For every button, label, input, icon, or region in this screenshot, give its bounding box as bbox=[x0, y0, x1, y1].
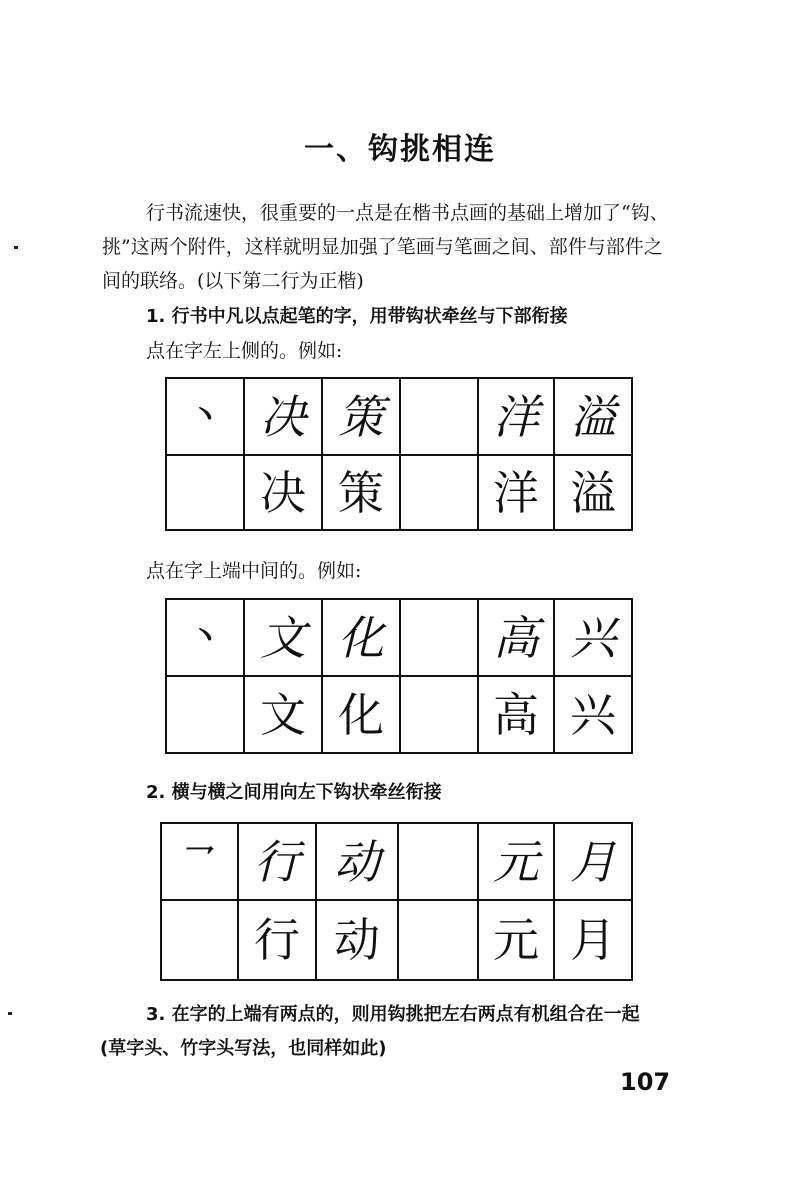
stroke-cell: 丶 bbox=[166, 378, 244, 455]
char-cell: 化 bbox=[322, 599, 400, 676]
char-cell: 高 bbox=[478, 599, 554, 676]
char-cell: 动 bbox=[316, 823, 398, 900]
char-cell: 溢 bbox=[554, 378, 632, 455]
char-cell bbox=[400, 676, 478, 753]
char-cell: 行 bbox=[238, 823, 316, 900]
example-grid-1b bbox=[165, 598, 633, 754]
char-cell: 高 bbox=[478, 676, 554, 753]
page-title: 一、钩挑相连 bbox=[304, 132, 496, 167]
char-cell: 策 bbox=[322, 455, 400, 530]
stroke-cell: 丶 bbox=[166, 599, 244, 676]
char-cell bbox=[400, 599, 478, 676]
example-grid-1a bbox=[165, 377, 633, 531]
section-2-heading: 2. 横与横之间用向左下钩状牵丝衔接 bbox=[146, 782, 442, 803]
stroke-cell: 乛 bbox=[161, 823, 238, 900]
scan-speck-2 bbox=[8, 1012, 12, 1015]
empty-cell bbox=[161, 900, 238, 980]
section-1-sub-a: 点在字左上侧的。例如: bbox=[146, 340, 343, 362]
char-cell: 洋 bbox=[478, 378, 554, 455]
char-cell: 元 bbox=[478, 823, 554, 900]
char-cell bbox=[398, 823, 478, 900]
empty-cell bbox=[166, 455, 244, 530]
char-cell: 月 bbox=[554, 900, 632, 980]
char-cell: 兴 bbox=[554, 676, 632, 753]
char-cell: 元 bbox=[478, 900, 554, 980]
intro-line-2: 挑”这两个附件，这样就明显加强了笔画与笔画之间、部件与部件之 bbox=[102, 236, 663, 258]
section-3-note: (草字头、竹字头写法，也同样如此) bbox=[100, 1038, 387, 1059]
char-cell: 月 bbox=[554, 823, 632, 900]
page-number: 107 bbox=[620, 1068, 671, 1096]
intro-line-3: 间的联络。(以下第二行为正楷) bbox=[102, 270, 364, 292]
intro-line-1: 行书流速快，很重要的一点是在楷书点画的基础上增加了“钩、 bbox=[146, 202, 669, 224]
char-cell: 决 bbox=[244, 378, 322, 455]
char-cell: 策 bbox=[322, 378, 400, 455]
char-cell: 兴 bbox=[554, 599, 632, 676]
char-cell: 化 bbox=[322, 676, 400, 753]
char-cell: 溢 bbox=[554, 455, 632, 530]
char-cell: 行 bbox=[238, 900, 316, 980]
char-cell: 文 bbox=[244, 599, 322, 676]
char-cell bbox=[400, 378, 478, 455]
char-cell: 洋 bbox=[478, 455, 554, 530]
example-grid-2 bbox=[160, 822, 633, 981]
char-cell: 决 bbox=[244, 455, 322, 530]
empty-cell bbox=[166, 676, 244, 753]
section-1-sub-b: 点在字上端中间的。例如: bbox=[146, 560, 362, 582]
scan-speck-1 bbox=[14, 246, 18, 249]
section-3-heading: 3. 在字的上端有两点的，则用钩挑把左右两点有机组合在一起 bbox=[146, 1004, 640, 1025]
char-cell: 文 bbox=[244, 676, 322, 753]
section-1-heading: 1. 行书中凡以点起笔的字，用带钩状牵丝与下部衔接 bbox=[146, 306, 568, 327]
char-cell bbox=[400, 455, 478, 530]
char-cell: 动 bbox=[316, 900, 398, 980]
char-cell bbox=[398, 900, 478, 980]
